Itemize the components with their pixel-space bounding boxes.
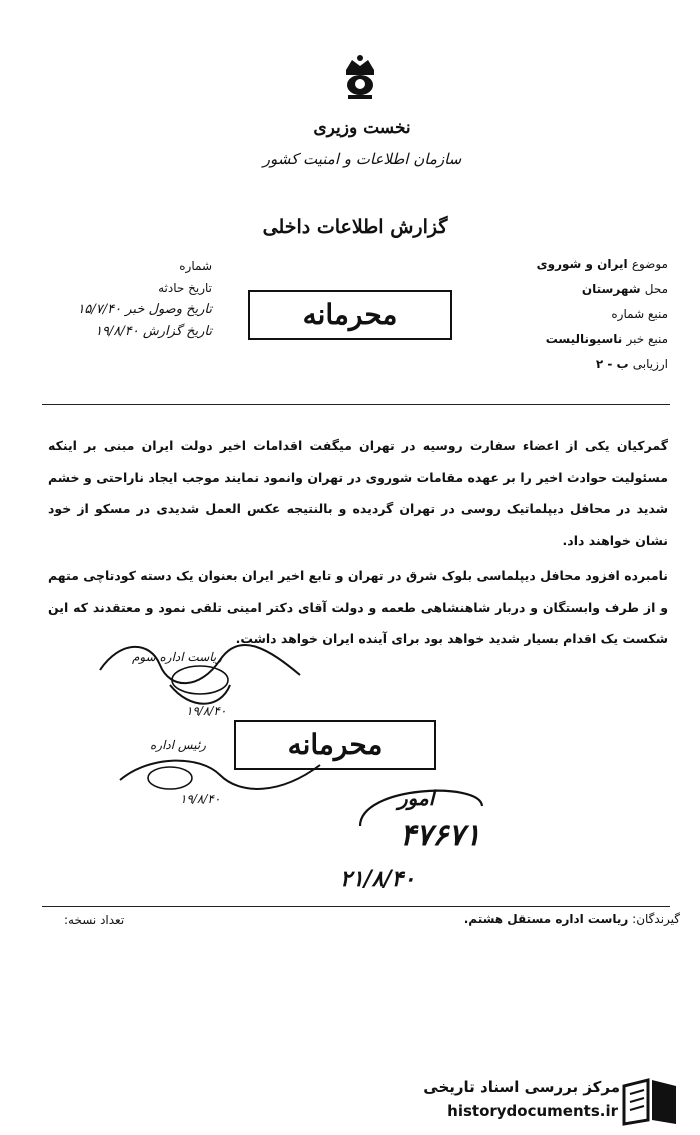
receipt-date-label: تاریخ وصول خبر — [125, 302, 212, 317]
confidential-stamp: محرمانه — [248, 290, 452, 340]
recipients — [380, 912, 680, 926]
subject-value: ایران و شوروی — [536, 257, 628, 271]
receipt-date-row — [12, 302, 212, 324]
location-row — [430, 281, 668, 306]
location-label: محل — [644, 282, 668, 296]
number-row — [12, 258, 212, 280]
source-value: ناسیونالیست — [545, 332, 623, 346]
archive-name: مرکز بررسی اسناد تاریخی — [423, 1078, 620, 1096]
source-number-label: منبع شماره — [611, 307, 668, 321]
number-label: شماره — [179, 259, 212, 273]
body-paragraph: نامبرده افزود محافل دیپلماسی بلوک شرق در تهران و تابع اخیر ایران بعنوان یک دسته کودتاچی متهم و از طرف وابستگان و دربار شاهنشاهی طعمه و دولت آقای دکتر امینی تلقی نمود و معتقدند که این شکست یک اقدام بسیار شدید خواهد بود برای آینده ایران خواهد داشت. — [48, 568, 668, 646]
incident-date-label: تاریخ حادثه — [158, 281, 212, 295]
source-number-row — [430, 306, 668, 331]
crown-emblem-icon — [338, 52, 382, 102]
open-book-logo-icon — [618, 1076, 682, 1126]
report-date-label: تاریخ گزارش — [142, 324, 212, 339]
registration-number: ۴۷۶۷۱ — [400, 818, 481, 853]
evaluation-value: ب - ۲ — [595, 357, 629, 371]
report-dates-block — [12, 258, 212, 346]
divider — [42, 906, 670, 907]
divider — [42, 404, 670, 405]
source-row — [430, 331, 668, 356]
report-date-row — [12, 324, 212, 346]
confidential-stamp: محرمانه — [234, 720, 436, 770]
registration-label: امور — [398, 786, 435, 810]
body-paragraph: گمرکیان یکی از اعضاء سفارت روسیه در تهران میگفت اقدامات اخیر دولت ایران مبنی بر اینکه مسئولیت حوادث اخیر را بر عهده مقامات شوروی در تهران وانمود نمایند موجب ایجاد ناراحتی و خشم شدید در محافل دیپلماتیک روسی در تهران گردیده و بالنتیجه عکس العمل شدیدی در مسکو از خود نشان خواهند داد. — [48, 438, 668, 548]
handwritten-date: ۱۹/۸/۴۰ — [186, 704, 227, 718]
evaluation-row — [430, 356, 668, 381]
report-subject-block — [430, 256, 668, 381]
report-title: گزارش اطلاعات داخلی — [262, 216, 448, 238]
ministry-title: نخست وزیری — [313, 118, 411, 138]
report-body — [48, 430, 668, 655]
recipients-label: گیرندگان: — [632, 912, 680, 926]
copies-count: تعداد نسخه: — [64, 913, 125, 927]
source-label: منبع خبر — [626, 332, 668, 346]
archive-url: historydocuments.ir — [447, 1102, 618, 1120]
subject-row — [430, 256, 668, 281]
handwritten-note: رئیس اداره — [150, 738, 206, 752]
report-date-value: ۱۹/۸/۴۰ — [95, 324, 139, 339]
registration-date: ۲۱/۸/۴۰ — [340, 866, 416, 892]
handwritten-note: ریاست اداره سوم — [132, 650, 223, 664]
receipt-date-value: ۱۵/۷/۴۰ — [77, 302, 122, 317]
handwritten-date: ۱۹/۸/۴۰ — [180, 792, 221, 806]
subject-label: موضوع — [631, 257, 668, 271]
location-value: شهرستان — [581, 282, 641, 296]
agency-title: سازمان اطلاعات و امنیت کشور — [262, 150, 462, 168]
evaluation-label: ارزیابی — [632, 357, 668, 371]
incident-date-row — [12, 280, 212, 302]
recipients-value: ریاست اداره مستقل هشتم. — [463, 912, 629, 926]
